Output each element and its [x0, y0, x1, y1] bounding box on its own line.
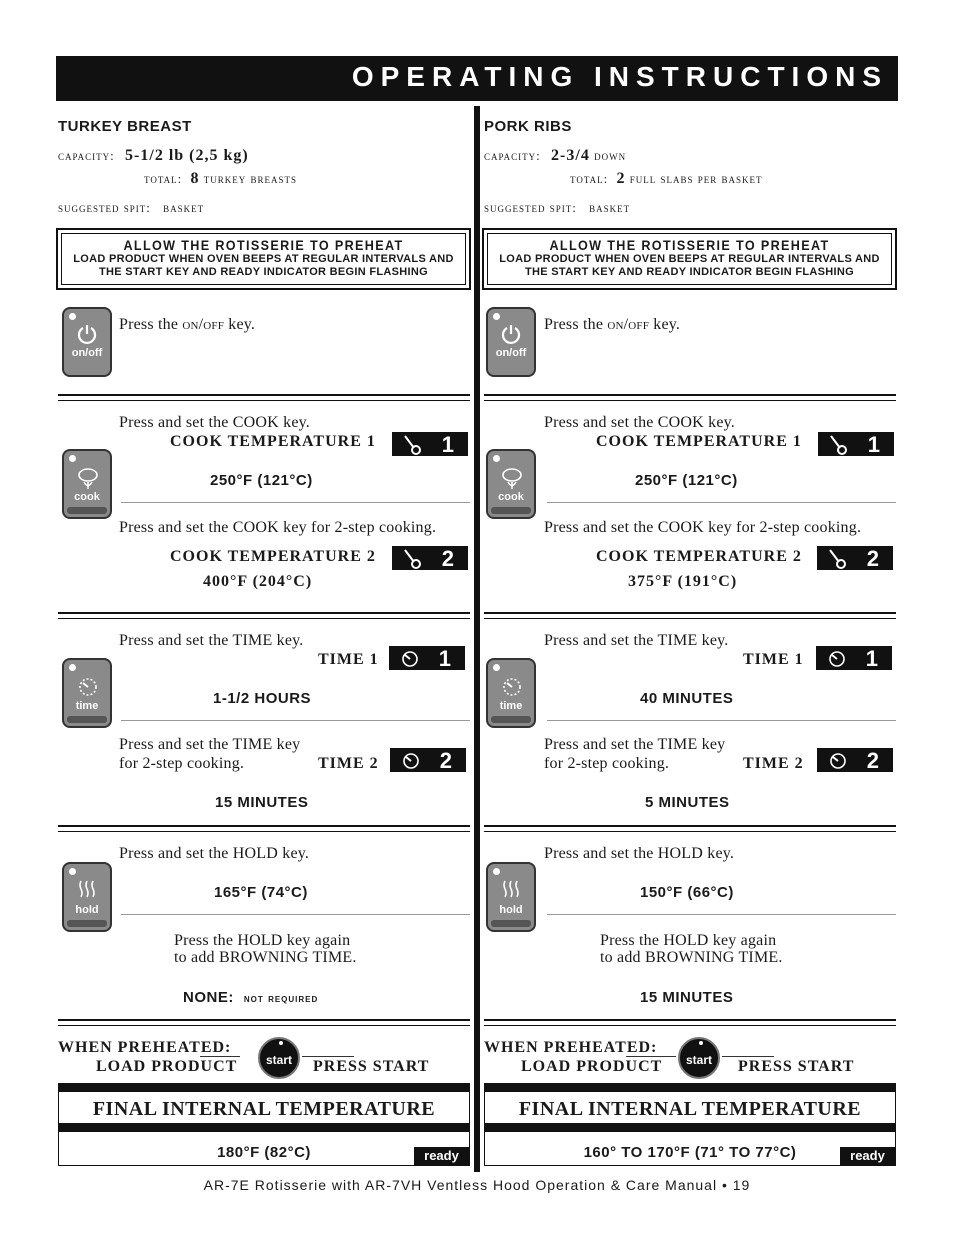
hold-instruction: Press and set the HOLD key. [544, 845, 735, 862]
cook-key-label: cook [74, 491, 100, 503]
step-rule [547, 720, 896, 721]
capacity-row [58, 147, 249, 165]
page-footer: AR-7E Rotisserie with AR-7VH Ventless Hood Operation & Care Manual • 19 [203, 1177, 751, 1193]
thermometer-icon [402, 548, 428, 570]
ready-indicator: ready [414, 1147, 469, 1165]
onoff-key[interactable] [486, 307, 536, 377]
cook-step2-badge: 2 [817, 546, 893, 570]
thermometer-icon [402, 434, 428, 456]
left-column [56, 0, 476, 1235]
time-instruction: Press and set the TIME key. [544, 632, 729, 649]
final-temperature-title: FINAL INTERNAL TEMPERATURE [92, 1098, 436, 1120]
onoff-key-label: on/off [495, 347, 527, 359]
step-rule [547, 502, 896, 503]
onoff-key-label: on/off [71, 347, 103, 359]
hold-again-instruction: Press the HOLD key again [174, 932, 351, 949]
clock-icon [399, 648, 423, 670]
time-step1-badge: 1 [816, 646, 892, 670]
section-rule [58, 825, 470, 832]
chicken-icon [500, 465, 524, 491]
spit-label: suggested spit: [58, 200, 151, 215]
when-preheated-label: WHEN PREHEATED: [484, 1039, 658, 1056]
ready-indicator: ready [840, 1147, 895, 1165]
time2-value: 5 MINUTES [645, 794, 730, 811]
section-rule [58, 1019, 470, 1026]
total-row [144, 170, 297, 188]
hold-key-label: hold [499, 904, 523, 916]
time1-label: TIME 1 [318, 651, 379, 668]
load-product-label: LOAD PRODUCT [96, 1058, 238, 1075]
hold-key[interactable] [62, 862, 112, 932]
cook-temp2-value: 375°F (191°C) [628, 573, 738, 590]
hold-instruction: Press and set the HOLD key. [119, 845, 310, 862]
time-instruction-2step: Press and set the TIME key [119, 736, 301, 753]
capacity-unit: down [594, 148, 627, 163]
final-temperature-value: 180°F (82°C) [217, 1144, 311, 1161]
cook-key[interactable] [62, 449, 112, 519]
preheat-heading: ALLOW THE ROTISSERIE TO PREHEAT [549, 237, 830, 253]
total-label: total: [570, 171, 609, 186]
press-start-label: PRESS START [738, 1058, 855, 1075]
press-start-label: PRESS START [313, 1058, 430, 1075]
total-row [570, 170, 763, 188]
time1-value: 40 MINUTES [640, 690, 734, 707]
product-title: TURKEY BREAST [58, 118, 192, 135]
hold-key[interactable] [486, 862, 536, 932]
section-rule [484, 1019, 896, 1026]
section-rule [58, 612, 470, 619]
time-key-label: time [75, 700, 99, 712]
cook-instruction: Press and set the COOK key. [119, 414, 311, 431]
cook-step2-badge: 2 [392, 546, 468, 570]
time2-value: 15 MINUTES [215, 794, 309, 811]
hold-again-instruction-b: to add BROWNING TIME. [174, 949, 357, 966]
time-instruction-2step-b: for 2-step cooking. [119, 755, 245, 772]
time-step1-badge: 1 [389, 646, 465, 670]
cook-key[interactable] [486, 449, 536, 519]
page-title: OPERATING INSTRUCTIONS [351, 61, 888, 92]
time-instruction-2step: Press and set the TIME key [544, 736, 726, 753]
preheat-notice [482, 228, 897, 290]
cook-instruction: Press and set the COOK key. [544, 414, 736, 431]
hold-again-instruction-b: to add BROWNING TIME. [600, 949, 783, 966]
preheat-line: LOAD PRODUCT WHEN OVEN BEEPS AT REGULAR INTERVALS AND [499, 253, 880, 265]
cook-step1-badge: 1 [818, 432, 894, 456]
start-button[interactable]: start [678, 1037, 720, 1079]
time1-label: TIME 1 [743, 651, 804, 668]
cook-temp1-label: COOK TEMPERATURE 1 [596, 433, 802, 450]
total-value: 2 [616, 170, 626, 187]
preheat-line: THE START KEY AND READY INDICATOR BEGIN FLASHING [99, 266, 428, 278]
spit-label: suggested spit: [484, 200, 577, 215]
total-unit: full slabs per basket [629, 171, 763, 186]
capacity-label: capacity: [484, 148, 541, 163]
clock-icon [826, 648, 850, 670]
onoff-instruction: Press the on/off key. [544, 316, 681, 333]
browning-row [183, 989, 318, 1007]
total-label: total: [144, 171, 183, 186]
preheat-notice [56, 228, 471, 290]
section-rule [484, 825, 896, 832]
browning-row [640, 989, 733, 1007]
cook-temp2-label: COOK TEMPERATURE 2 [596, 548, 802, 565]
step-rule [121, 914, 470, 915]
time-key[interactable] [62, 658, 112, 728]
chicken-icon [76, 465, 100, 491]
clock-icon [827, 750, 851, 772]
browning-value: NONE: [183, 989, 234, 1006]
browning-note: not required [243, 991, 319, 1005]
cook-temp1-label: COOK TEMPERATURE 1 [170, 433, 376, 450]
time2-label: TIME 2 [743, 755, 804, 772]
total-value: 8 [190, 170, 200, 187]
power-icon [76, 323, 98, 345]
cook-temp2-value: 400°F (204°C) [203, 573, 313, 590]
section-rule [484, 394, 896, 401]
spit-row [58, 200, 204, 216]
time-instruction: Press and set the TIME key. [119, 632, 304, 649]
spit-row [484, 200, 630, 216]
section-rule [484, 612, 896, 619]
cook-step1-badge: 1 [392, 432, 468, 456]
preheat-line: LOAD PRODUCT WHEN OVEN BEEPS AT REGULAR INTERVALS AND [73, 253, 454, 265]
final-temperature-box [484, 1083, 896, 1166]
hold-again-instruction: Press the HOLD key again [600, 932, 777, 949]
clock-icon [400, 750, 424, 772]
spit-value: basket [163, 200, 205, 215]
time-instruction-2step-b: for 2-step cooking. [544, 755, 670, 772]
spit-value: basket [589, 200, 631, 215]
power-icon [500, 323, 522, 345]
cook-temp2-label: COOK TEMPERATURE 2 [170, 548, 376, 565]
preheat-heading: ALLOW THE ROTISSERIE TO PREHEAT [123, 237, 404, 253]
when-preheated-label: WHEN PREHEATED: [58, 1039, 232, 1056]
final-temperature-box [58, 1083, 470, 1166]
heat-waves-icon [76, 878, 100, 904]
thermometer-icon [828, 434, 854, 456]
product-title: PORK RIBS [484, 118, 572, 135]
onoff-instruction: Press the on/off key. [119, 316, 256, 333]
capacity-label: capacity: [58, 148, 115, 163]
cook-instruction-2step: Press and set the COOK key for 2-step cooking. [119, 519, 437, 536]
time2-label: TIME 2 [318, 755, 379, 772]
timer-icon [500, 674, 524, 700]
hold-value: 150°F (66°C) [640, 884, 734, 901]
cook-temp1-value: 250°F (121°C) [210, 472, 313, 489]
onoff-key[interactable] [62, 307, 112, 377]
heat-waves-icon [500, 878, 524, 904]
final-temperature-title: FINAL INTERNAL TEMPERATURE [518, 1098, 862, 1120]
cook-temp1-value: 250°F (121°C) [635, 472, 738, 489]
thermometer-icon [827, 548, 853, 570]
section-rule [58, 394, 470, 401]
timer-icon [76, 674, 100, 700]
time-step2-badge: 2 [390, 748, 466, 772]
time-step2-badge: 2 [817, 748, 893, 772]
cook-key-label: cook [498, 491, 524, 503]
hold-key-label: hold [75, 904, 99, 916]
capacity-value: 2-3/4 [551, 147, 590, 164]
preheat-line: THE START KEY AND READY INDICATOR BEGIN FLASHING [525, 266, 854, 278]
final-temperature-value: 160° TO 170°F (71° TO 77°C) [583, 1144, 797, 1161]
right-column [482, 0, 902, 1235]
cook-instruction-2step: Press and set the COOK key for 2-step cooking. [544, 519, 862, 536]
browning-value: 15 MINUTES [640, 989, 734, 1006]
step-rule [121, 502, 470, 503]
capacity-row [484, 147, 626, 165]
time1-value: 1-1/2 HOURS [213, 690, 312, 707]
capacity-value: 5-1/2 lb (2,5 kg) [125, 147, 249, 164]
total-unit: turkey breasts [203, 171, 297, 186]
step-rule [547, 914, 896, 915]
load-product-label: LOAD PRODUCT [521, 1058, 663, 1075]
hold-value: 165°F (74°C) [214, 884, 308, 901]
time-key-label: time [499, 700, 523, 712]
time-key[interactable] [486, 658, 536, 728]
start-button[interactable]: start [258, 1037, 300, 1079]
step-rule [121, 720, 470, 721]
